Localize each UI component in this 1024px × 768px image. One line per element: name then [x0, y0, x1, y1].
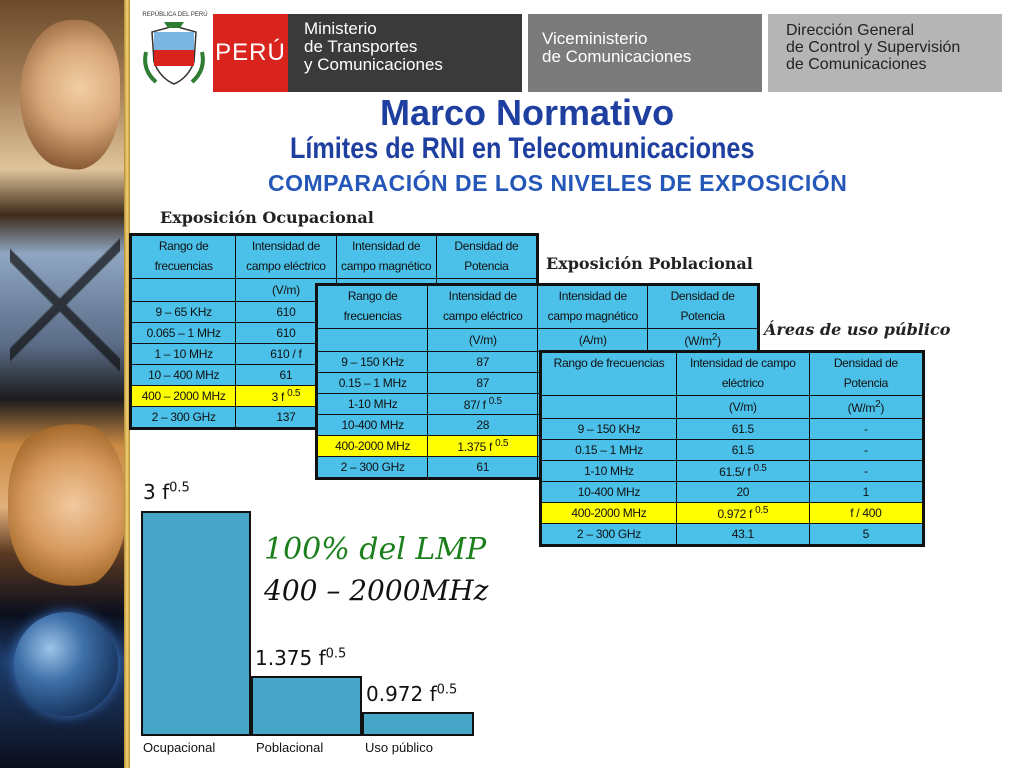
col-header: Intensidad de campo magnético [336, 235, 436, 279]
direction-line-2: de Control y Supervisión [786, 39, 961, 56]
category-label: Poblacional [256, 740, 324, 755]
col-header: Densidad de Potencia [648, 285, 759, 329]
freq-cell: 1-10 MHz [541, 461, 677, 482]
unit-cell [317, 329, 428, 352]
ministry-line-1: Ministerio [304, 19, 377, 38]
value-cell: 61 [236, 365, 336, 386]
ministry-line-3: y Comunicaciones [304, 55, 443, 74]
freq-cell: 2 – 300 GHz [131, 407, 236, 429]
unit-cell: (A/m) [538, 329, 648, 352]
peru-logo: PERÚ [213, 14, 288, 92]
value-cell: 61.5 [676, 440, 809, 461]
freq-cell: 10 – 400 MHz [131, 365, 236, 386]
direction-line-3: de Comunicaciones [786, 56, 927, 73]
unit-cell [131, 279, 236, 302]
bar-value-ocupacional: 3 $f^{0.5}$ [143, 480, 190, 504]
value-cell: 5 [809, 524, 923, 546]
value-cell: 610 [236, 302, 336, 323]
freq-cell: 1-10 MHz [317, 394, 428, 415]
man-photo [20, 20, 120, 170]
page-title: Marco Normativo [380, 92, 675, 133]
section-heading: COMPARACIÓN DE LOS NIVELES DE EXPOSICIÓN [268, 170, 848, 196]
value-cell: - [809, 440, 923, 461]
value-cell: 610 / f [236, 344, 336, 365]
unit-cell: (V/m) [676, 396, 809, 419]
value-cell: 61.5/ f $^{0.5}$ [676, 461, 809, 482]
freq-cell: 400-2000 MHz [541, 503, 677, 524]
freq-cell: 10-400 MHz [541, 482, 677, 503]
table-row [541, 524, 924, 546]
value-cell: 610 [236, 323, 336, 344]
value-cell: - [809, 461, 923, 482]
freq-cell: 9 – 150 KHz [541, 419, 677, 440]
col-header: Intensidad de campo eléctrico [428, 285, 538, 329]
col-header: Densidad de Potencia [809, 352, 923, 396]
table-row [541, 419, 924, 440]
col-header: Rango de frecuencias [131, 235, 236, 279]
value-cell: f / 400 [809, 503, 923, 524]
col-header: Densidad de Potencia [436, 235, 537, 279]
col-header: Rango de frecuencias [317, 285, 428, 329]
value-cell: 1.375 f $^{0.5}$ [428, 436, 538, 457]
woman-phone-photo [8, 420, 126, 590]
label-poblacional: Exposición Poblacional [546, 254, 753, 273]
freq-cell: 0.15 – 1 MHz [317, 373, 428, 394]
value-cell: 43.1 [676, 524, 809, 546]
bar-uso-publico [362, 712, 474, 736]
bar-value-uso-publico: 0.972 $f^{0.5}$ [366, 682, 458, 706]
ministry-line-2: de Transportes [304, 37, 418, 56]
col-header: Rango de frecuencias [541, 352, 677, 396]
freq-cell: 400-2000 MHz [317, 436, 428, 457]
bar-poblacional [251, 676, 362, 736]
freq-cell: 10-400 MHz [317, 415, 428, 436]
bar-ocupacional [141, 511, 251, 736]
label-uso-publico: Áreas de uso público [764, 320, 951, 339]
viceministry-logo [528, 14, 762, 92]
value-cell: 87 [428, 373, 538, 394]
vice-line-1: Viceministerio [542, 29, 648, 48]
col-header: Intensidad de campo magnético [538, 285, 648, 329]
freq-cell: 9 – 65 KHz [131, 302, 236, 323]
unit-cell: $(W/m^2)$ [648, 329, 759, 352]
freq-cell: 2 – 300 GHz [541, 524, 677, 546]
value-cell: 20 [676, 482, 809, 503]
unit-cell: $(W/m^2)$ [809, 396, 923, 419]
value-cell: 87/ f $^{0.5}$ [428, 394, 538, 415]
table-row [541, 461, 924, 482]
lmp-range: 400 – 2000MHz [264, 574, 489, 607]
table-row [541, 503, 924, 524]
earth-globe-image [14, 612, 118, 716]
freq-cell: 1 – 10 MHz [131, 344, 236, 365]
freq-cell: 9 – 150 KHz [317, 352, 428, 373]
vice-line-2: de Comunicaciones [542, 47, 692, 66]
freq-cell: 0.15 – 1 MHz [541, 440, 677, 461]
unit-cell: (V/m) [236, 279, 336, 302]
value-cell: 61.5 [676, 419, 809, 440]
table-uso-publico [539, 350, 925, 547]
value-cell: - [809, 419, 923, 440]
category-label: Uso público [365, 740, 433, 755]
freq-cell: 400 – 2000 MHz [131, 386, 236, 407]
col-header: Intensidad de campo eléctrico [236, 235, 336, 279]
ministry-logo [288, 14, 522, 92]
unit-cell [541, 396, 677, 419]
label-ocupacional: Exposición Ocupacional [160, 208, 374, 227]
tower-climber-photo [10, 230, 120, 380]
table-row [541, 482, 924, 503]
page-subtitle: Límites de RNI en Telecomunicaciones [290, 132, 755, 165]
value-cell: 1 [809, 482, 923, 503]
peru-crest-icon [138, 12, 210, 92]
freq-cell: 0.065 – 1 MHz [131, 323, 236, 344]
freq-cell: 2 – 300 GHz [317, 457, 428, 479]
lmp-percentage: 100% del LMP [264, 532, 487, 567]
crest-caption: REPÚBLICA DEL PERÚ [142, 12, 208, 18]
direction-logo [768, 14, 1002, 92]
value-cell: 61 [428, 457, 538, 479]
value-cell: 28 [428, 415, 538, 436]
value-cell: 0.972 f $^{0.5}$ [676, 503, 809, 524]
value-cell: 137 [236, 407, 336, 429]
category-label: Ocupacional [143, 740, 216, 755]
bar-value-poblacional: 1.375 $f^{0.5}$ [255, 646, 347, 670]
table-row [541, 440, 924, 461]
value-cell: 87 [428, 352, 538, 373]
col-header: Intensidad de campo eléctrico [676, 352, 809, 396]
value-cell: 3 f $^{0.5}$ [236, 386, 336, 407]
direction-line-1: Dirección General [786, 22, 915, 39]
unit-cell: (V/m) [428, 329, 538, 352]
